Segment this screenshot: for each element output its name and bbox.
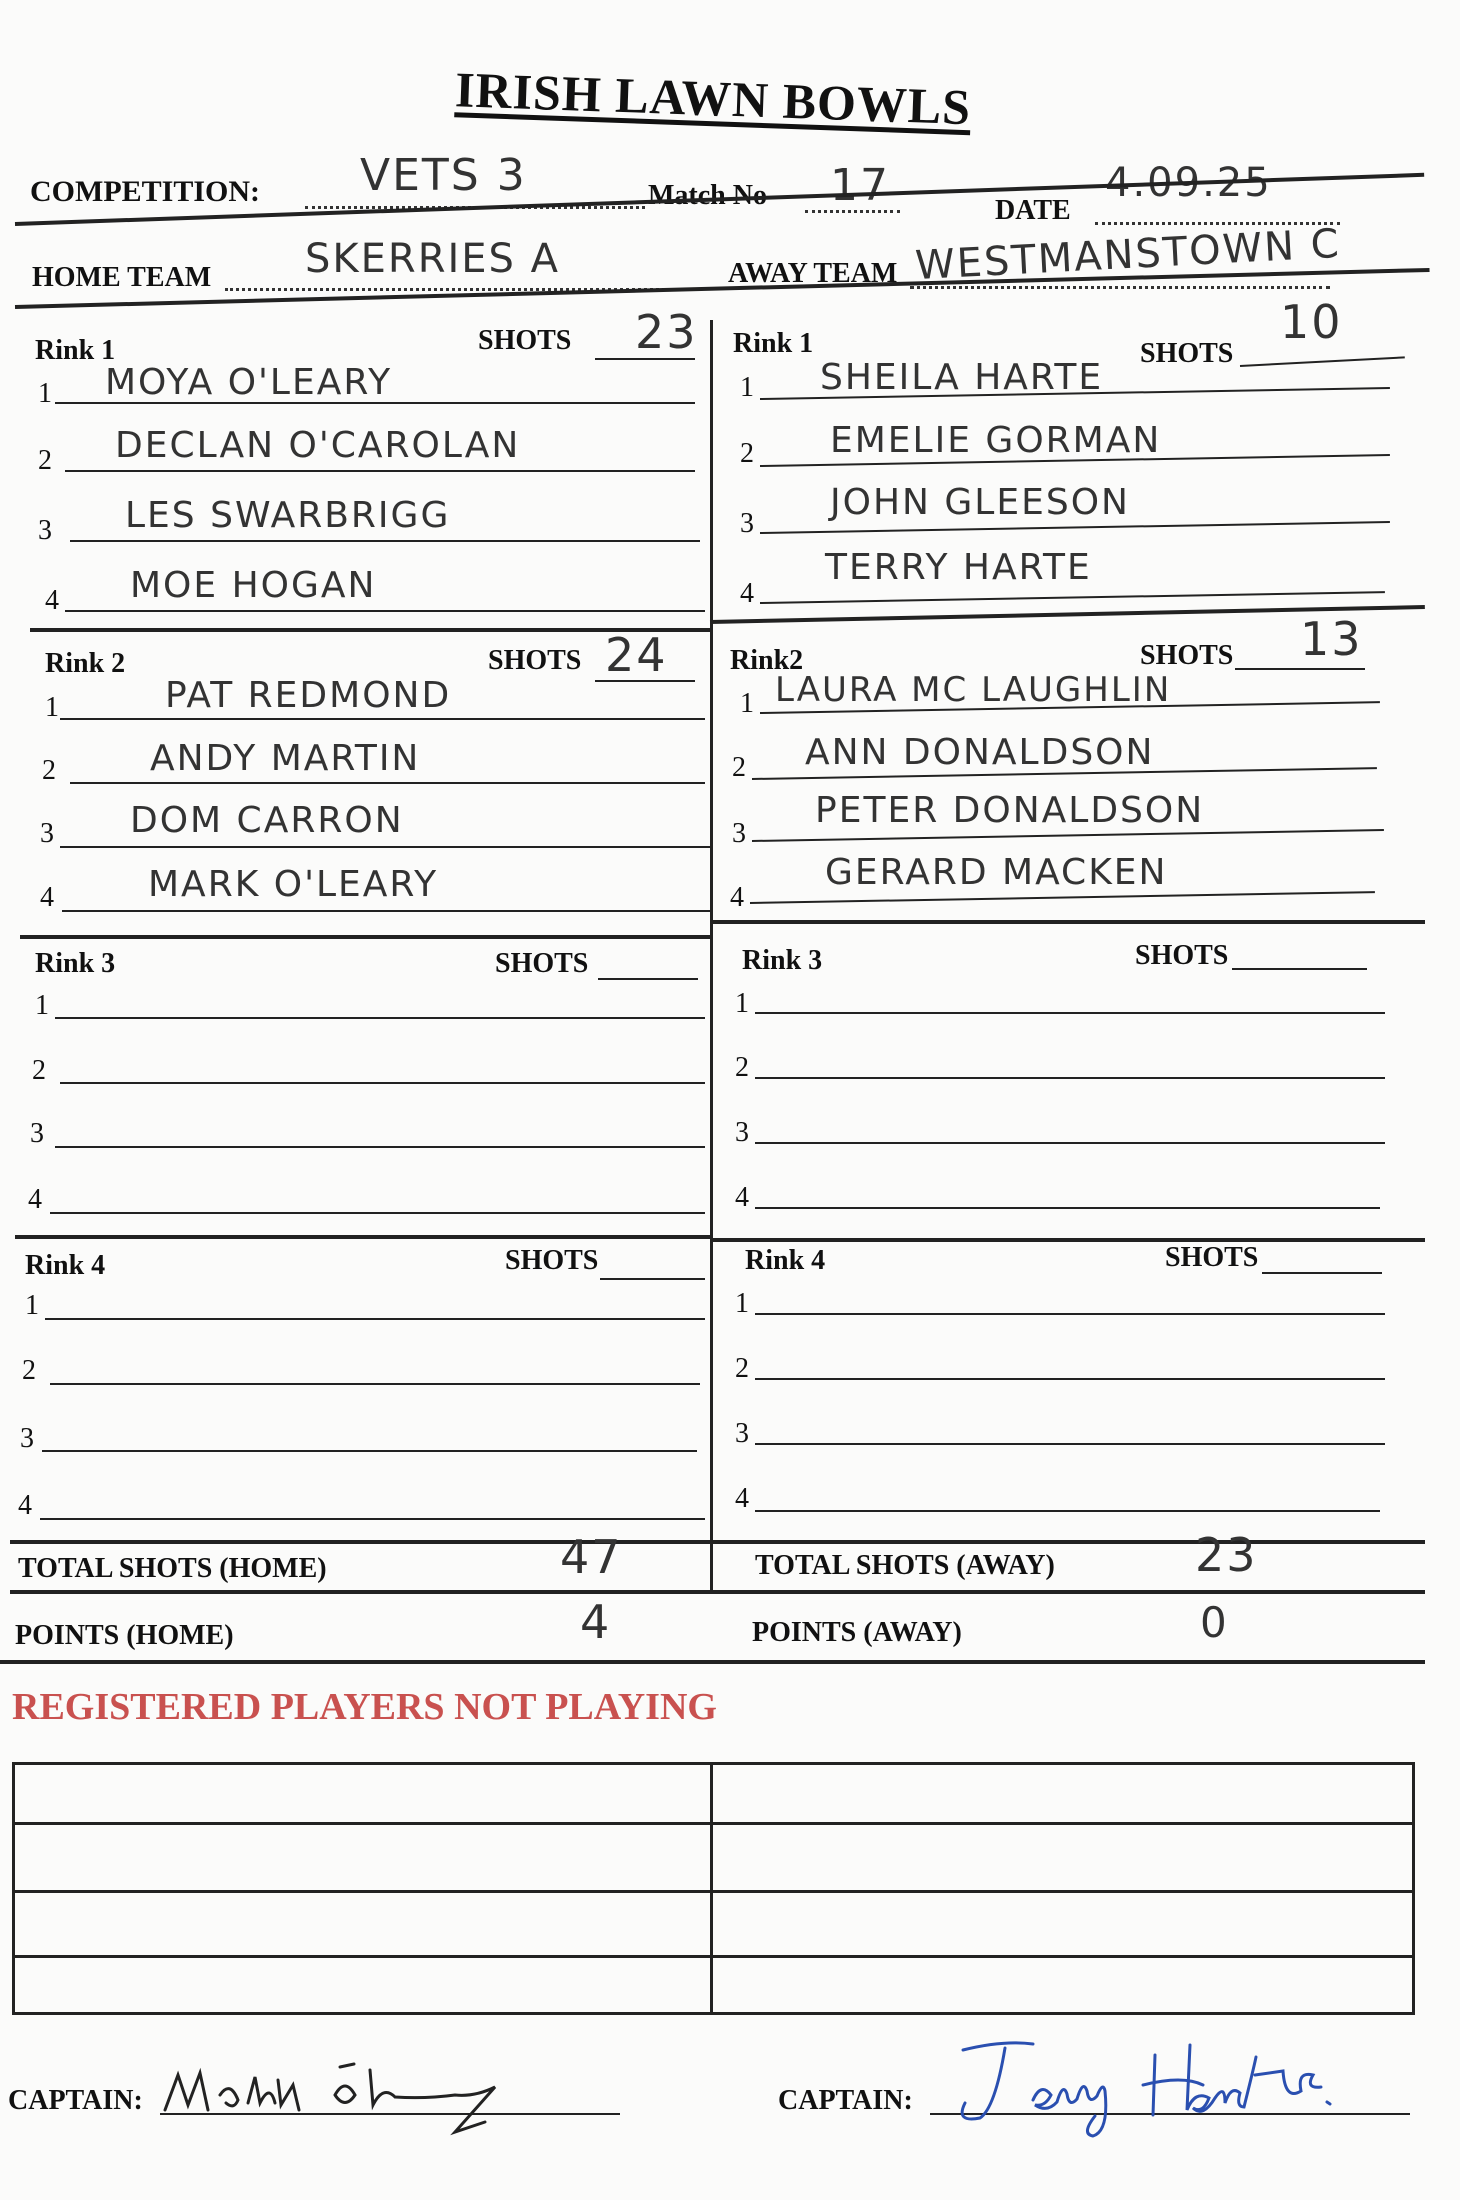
home-points-label: POINTS (HOME) — [15, 1620, 234, 1651]
player-line — [755, 1142, 1385, 1144]
match-label: Match No — [648, 180, 767, 211]
away-total-shots-value: 23 — [1195, 1528, 1258, 1582]
home-rink-shots-label: SHOTS — [505, 1245, 599, 1276]
away-points-value: 0 — [1200, 1598, 1229, 1647]
home-player-name: MARK O'LEARY — [148, 864, 439, 905]
away-rink-shots-value: 13 — [1300, 612, 1363, 666]
away-team-label: AWAY TEAM — [728, 258, 898, 289]
home-rink-shots-label: SHOTS — [478, 325, 572, 356]
player-line — [45, 1318, 705, 1320]
away-rink-shots-line — [1235, 668, 1365, 670]
date-value: 4.09.25 — [1105, 160, 1272, 206]
home-rink-separator-2 — [20, 935, 710, 939]
away-rink-label: Rink2 — [730, 645, 804, 676]
away-rink-shots-line — [1232, 968, 1367, 970]
away-rink-shots-label: SHOTS — [1135, 940, 1229, 971]
registered-table-row-line — [12, 1890, 1412, 1893]
player-number: 1 — [35, 990, 49, 1021]
player-line — [755, 1077, 1385, 1079]
player-number: 4 — [40, 882, 54, 913]
home-rink-shots-line — [600, 1278, 705, 1280]
player-number: 1 — [25, 1290, 39, 1321]
player-line — [755, 1443, 1385, 1445]
player-line — [755, 1313, 1385, 1315]
away-team-dotted-line — [910, 286, 1330, 289]
player-number: 4 — [28, 1184, 42, 1215]
away-rink-shots-value: 10 — [1280, 295, 1343, 349]
away-team-value: WESTMANSTOWN C — [914, 220, 1342, 290]
player-number: 2 — [732, 752, 746, 783]
competition-label: COMPETITION: — [30, 175, 261, 208]
sheet-title: IRISH LAWN BOWLS — [454, 61, 972, 136]
home-rink-shots-label: SHOTS — [488, 645, 582, 676]
player-line — [55, 1146, 705, 1148]
home-total-shots-label: TOTAL SHOTS (HOME) — [18, 1553, 327, 1584]
home-player-name: DECLAN O'CAROLAN — [115, 425, 521, 466]
player-line — [50, 1383, 700, 1385]
player-line — [40, 1518, 705, 1520]
totals-bottom-divider — [0, 1660, 1425, 1664]
player-number: 2 — [735, 1052, 749, 1083]
player-number: 3 — [38, 515, 52, 546]
away-player-name: EMELIE GORMAN — [830, 420, 1162, 461]
home-rink-shots-line — [598, 978, 698, 980]
player-line — [70, 540, 700, 542]
match-value: 17 — [830, 160, 890, 211]
home-captain-signature — [160, 2055, 540, 2145]
player-number: 3 — [732, 818, 746, 849]
player-line — [60, 718, 705, 720]
player-line — [750, 891, 1375, 904]
home-player-name: LES SWARBRIGG — [125, 495, 451, 536]
player-number: 1 — [735, 1288, 749, 1319]
away-captain-label: CAPTAIN: — [778, 2085, 913, 2116]
registered-table-divider — [710, 1762, 713, 2012]
home-player-name: DOM CARRON — [130, 800, 404, 841]
player-number: 4 — [730, 882, 744, 913]
totals-middle-divider — [10, 1590, 1425, 1594]
player-line — [70, 782, 705, 784]
away-rink-label: Rink 4 — [745, 1245, 826, 1276]
home-team-label: HOME TEAM — [32, 262, 212, 293]
away-player-name: SHEILA HARTE — [820, 357, 1104, 398]
registered-heading: REGISTERED PLAYERS NOT PLAYING — [12, 1686, 717, 1728]
home-player-name: MOE HOGAN — [130, 565, 377, 606]
away-rink-shots-label: SHOTS — [1165, 1242, 1259, 1273]
player-line — [60, 846, 710, 848]
player-number: 1 — [735, 988, 749, 1019]
away-rink-separator-2 — [710, 920, 1425, 924]
away-total-shots-label: TOTAL SHOTS (AWAY) — [755, 1550, 1055, 1581]
away-player-name: LAURA MC LAUGHLIN — [775, 670, 1172, 710]
away-rink-shots-label: SHOTS — [1140, 338, 1234, 369]
player-line — [755, 1012, 1385, 1014]
player-number: 1 — [45, 692, 59, 723]
away-rink-label: Rink 1 — [733, 328, 814, 359]
away-player-name: ANN DONALDSON — [805, 732, 1155, 773]
player-number: 4 — [18, 1490, 32, 1521]
player-line — [62, 910, 710, 912]
home-points-value: 4 — [580, 1595, 612, 1649]
away-player-name: TERRY HARTE — [825, 547, 1092, 588]
away-rink-separator-3 — [710, 1238, 1425, 1242]
player-number: 2 — [32, 1055, 46, 1086]
player-number: 3 — [30, 1118, 44, 1149]
home-total-shots-value: 47 — [560, 1530, 623, 1584]
player-number: 3 — [735, 1418, 749, 1449]
home-rink-shots-label: SHOTS — [495, 948, 589, 979]
away-player-name: JOHN GLEESON — [830, 482, 1130, 523]
player-number: 4 — [735, 1483, 749, 1514]
player-number: 2 — [740, 438, 754, 469]
home-rink-label: Rink 1 — [35, 335, 116, 366]
player-line — [760, 591, 1385, 604]
player-line — [55, 1017, 705, 1019]
home-player-name: ANDY MARTIN — [150, 738, 421, 779]
player-line — [65, 470, 695, 472]
home-rink-shots-value: 24 — [605, 628, 668, 682]
player-number: 1 — [740, 372, 754, 403]
home-captain-label: CAPTAIN: — [8, 2085, 143, 2116]
player-line — [755, 1510, 1380, 1512]
player-number: 2 — [735, 1353, 749, 1384]
away-rink-shots-line — [1240, 356, 1405, 367]
player-number: 3 — [740, 508, 754, 539]
player-line — [755, 1378, 1385, 1380]
home-rink-shots-value: 23 — [635, 305, 698, 359]
player-line — [42, 1450, 697, 1452]
player-number: 4 — [740, 578, 754, 609]
player-number: 1 — [740, 688, 754, 719]
home-player-name: MOYA O'LEARY — [105, 362, 393, 403]
player-number: 2 — [38, 445, 52, 476]
player-number: 2 — [42, 755, 56, 786]
away-rink-shots-label: SHOTS — [1140, 640, 1234, 671]
home-rink-label: Rink 2 — [45, 648, 126, 679]
player-number: 4 — [735, 1182, 749, 1213]
home-rink-separator-3 — [15, 1235, 710, 1239]
home-player-name: PAT REDMOND — [165, 675, 452, 716]
away-points-label: POINTS (AWAY) — [752, 1617, 962, 1648]
player-number: 4 — [45, 585, 59, 616]
home-rink-label: Rink 4 — [25, 1250, 106, 1281]
player-line — [50, 1212, 705, 1214]
home-team-value: SKERRIES A — [305, 236, 561, 282]
player-number: 3 — [735, 1117, 749, 1148]
registered-table-row-line — [12, 1955, 1412, 1958]
registered-players-table — [12, 1762, 1415, 2015]
center-divider — [710, 320, 713, 1590]
away-player-name: GERARD MACKEN — [825, 852, 1168, 893]
player-line — [755, 1207, 1380, 1209]
player-line — [60, 1082, 705, 1084]
player-number: 1 — [38, 378, 52, 409]
away-captain-signature — [955, 2030, 1395, 2160]
competition-value: VETS 3 — [360, 150, 527, 201]
player-line — [65, 610, 705, 612]
away-rink-shots-line — [1262, 1272, 1382, 1274]
date-label: DATE — [995, 195, 1071, 226]
player-number: 2 — [22, 1355, 36, 1386]
away-rink-label: Rink 3 — [742, 945, 823, 976]
registered-table-row-line — [12, 1822, 1412, 1825]
player-number: 3 — [40, 818, 54, 849]
home-rink-label: Rink 3 — [35, 948, 116, 979]
away-player-name: PETER DONALDSON — [815, 790, 1205, 831]
player-number: 3 — [20, 1423, 34, 1454]
